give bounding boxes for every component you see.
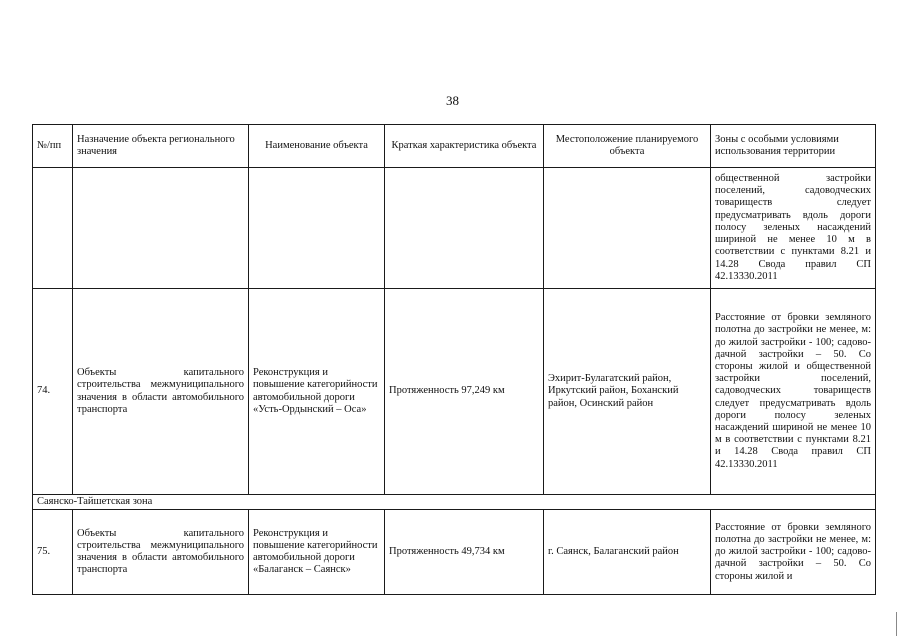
header-name: Наименование объекта (249, 125, 385, 168)
cell-empty (249, 168, 385, 289)
objects-table (32, 124, 876, 595)
table-row-75 (33, 510, 876, 595)
cell-location: г. Саянск, Балаганский район (544, 510, 711, 595)
cell-characteristic: Протяженность 49,734 км (385, 510, 544, 595)
cell-number: 74. (33, 289, 73, 495)
header-location: Местоположение планируемого объекта (544, 125, 711, 168)
cell-purpose: Объекты капитального строительства межмуниципального значения в области автомобильного транспорта (73, 289, 249, 495)
cell-zones: Расстояние от бровки земляного полотна до застройки не менее, м: до жилой застройки - 100; садово-дачной застройки – 50. Со стороны жилой и общественной застройки поселений, садоводческих товариществ следует предусматривать вдоль дороги полосу зеленых насаждений шириной не менее 10 м в соответствии с пунктами 8.21 и 14.28 Свода правил СП 42.13330.2011 (711, 289, 876, 495)
header-zones: Зоны с особыми условиями использования территории (711, 125, 876, 168)
cell-object-name: Реконструкция и повышение категорийности автомобильной дороги «Балаганск – Саянск» (249, 510, 385, 595)
table-row-74 (33, 289, 876, 495)
cell-empty (385, 168, 544, 289)
table-row-zone-label (33, 495, 876, 510)
cell-purpose: Объекты капитального строительства межмуниципального значения в области автомобильного транспорта (73, 510, 249, 595)
table-row-continuation (33, 168, 876, 289)
cell-zones-continuation: общественной застройки поселений, садоводческих товариществ следует предусматривать вдоль дороги полосу зеленых насаждений шириной не менее 10 м в соответствии с пунктами 8.21 и 14.28 Свода правил СП 42.13330.2011 (711, 168, 876, 289)
cell-zones: Расстояние от бровки земляного полотна до застройки не менее, м: до жилой застройки - 100; садово-дачной застройки – 50. Со стороны жилой и (711, 510, 876, 595)
header-number: №/пп (33, 125, 73, 168)
cell-empty (33, 168, 73, 289)
table-header-row (33, 125, 876, 168)
header-characteristic: Краткая характеристика объекта (385, 125, 544, 168)
page-number: 38 (446, 93, 459, 108)
cell-object-name: Реконструкция и повышение категорийности автомобильной дороги «Усть-Ордынский – Оса» (249, 289, 385, 495)
cell-location: Эхирит-Булагатский район, Иркутский район, Боханский район, Осинский район (544, 289, 711, 495)
cell-empty (544, 168, 711, 289)
cell-characteristic: Протяженность 97,249 км (385, 289, 544, 495)
scan-edge-line (896, 612, 897, 636)
zone-label: Саянско-Тайшетская зона (33, 495, 876, 510)
cell-number: 75. (33, 510, 73, 595)
header-purpose: Назначение объекта регионального значения (73, 125, 249, 168)
cell-empty (73, 168, 249, 289)
